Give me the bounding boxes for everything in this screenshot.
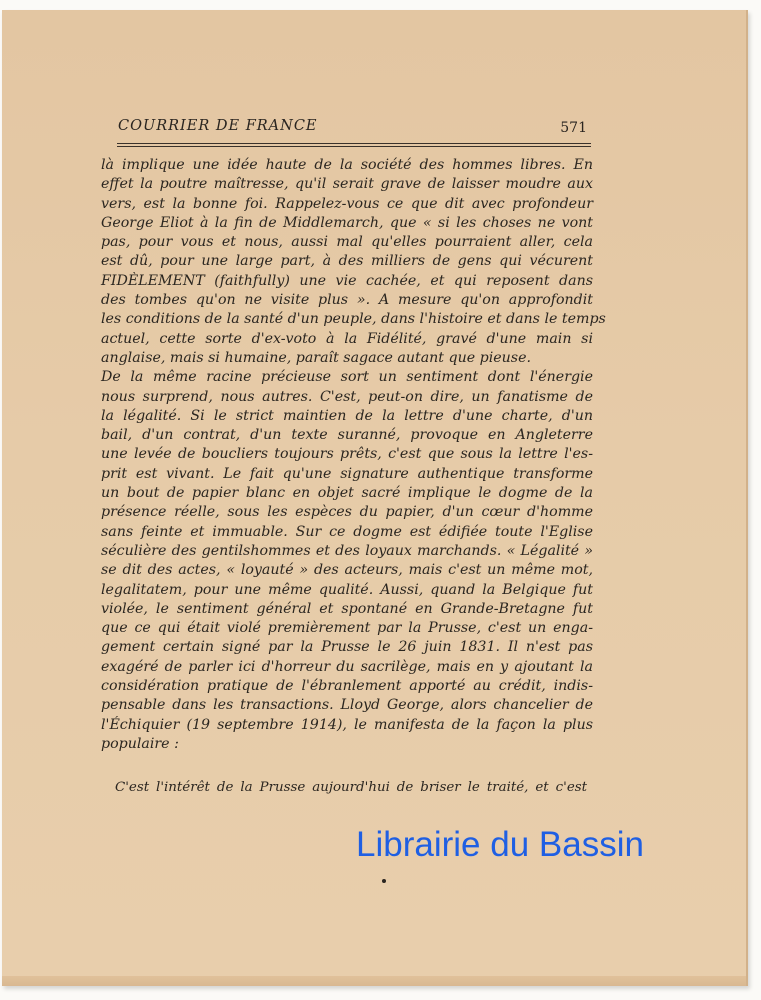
text-line: se dit des actes, « loyauté » des acteurs, mais c'est un même mot, bbox=[101, 562, 593, 579]
text-line: anglaise, mais si humaine, paraît sagace autant que pieuse. bbox=[101, 349, 531, 366]
text-line: présence réelle, sous les espèces du papier, d'un cœur d'homme bbox=[101, 504, 593, 521]
text-line: vers, est la bonne foi. Rappelez-vous ce que dit avec profondeur bbox=[101, 195, 593, 212]
text-line: violée, le sentiment général et spontané en Grande-Bretagne fut bbox=[101, 600, 593, 617]
text-line: pas, pour vous et nous, aussi mal qu'elles pourraient aller, cela bbox=[101, 234, 593, 251]
header-rule-top bbox=[117, 143, 591, 144]
text-line: nous surprend, nous autres. C'est, peut-on dire, un fanatisme de bbox=[101, 388, 593, 405]
text-line: legalitatem, pour une même qualité. Aussi, quand la Belgique fut bbox=[101, 581, 593, 598]
text-line: actuel, cette sorte d'ex-voto à la Fidélité, gravé d'une main si bbox=[101, 330, 593, 347]
running-title: COURRIER DE FRANCE bbox=[118, 118, 318, 134]
text-line: prit est vivant. Le fait qu'une signature authentique transforme bbox=[101, 465, 593, 482]
text-line: bail, d'un contrat, d'un texte suranné, provoque en Angleterre bbox=[101, 427, 593, 444]
body-text bbox=[101, 156, 606, 754]
text-line: FIDÈLEMENT (faithfully) une vie cachée, et qui reposent dans bbox=[101, 272, 593, 289]
text-line: De la même racine précieuse sort un sentiment dont l'énergie bbox=[101, 369, 593, 386]
text-line: sans feinte et immuable. Sur ce dogme est édifiée toute l'Eglise bbox=[101, 523, 593, 540]
text-line: l'Échiquier (19 septembre 1914), le manifesta de la façon la plus bbox=[101, 716, 593, 733]
text-line: que ce qui était violé premièrement par la Prusse, c'est un enga- bbox=[101, 620, 593, 637]
bookseller-watermark: Librairie du Bassin bbox=[356, 825, 644, 864]
page-number: 571 bbox=[560, 120, 587, 136]
text-line: les conditions de la santé d'un peuple, dans l'histoire et dans le temps bbox=[101, 311, 606, 328]
text-line: la légalité. Si le strict maintien de la lettre d'une charte, d'un bbox=[101, 407, 593, 424]
ink-dot bbox=[382, 879, 386, 883]
page-edge bbox=[2, 976, 746, 986]
text-line: une levée de boucliers toujours prêts, c'est que sous la lettre l'es- bbox=[101, 446, 593, 463]
text-line: des tombes qu'on ne visite plus ». A mesure qu'on approfondit bbox=[101, 292, 593, 309]
page-header bbox=[115, 111, 593, 141]
quotation-line: C'est l'intérêt de la Prusse aujourd'hui de briser le traité, et c'est bbox=[115, 780, 587, 795]
text-line: est dû, pour une large part, à des milliers de gens qui vécurent bbox=[101, 253, 593, 270]
text-line: là implique une idée haute de la société des hommes libres. En bbox=[101, 157, 593, 173]
text-line: considération pratique de l'ébranlement apporté au crédit, indis- bbox=[101, 678, 593, 695]
text-line: séculière des gentilshommes et des loyaux marchands. « Légalité » bbox=[101, 542, 593, 559]
text-line: un bout de papier blanc en objet sacré implique le dogme de la bbox=[101, 485, 593, 502]
header-rule-bottom bbox=[117, 146, 591, 147]
text-line: pensable dans les transactions. Lloyd George, alors chancelier de bbox=[101, 697, 593, 714]
text-line: exagéré de parler ici d'horreur du sacrilège, mais en y ajoutant la bbox=[101, 658, 593, 675]
text-line: effet la poutre maîtresse, qu'il serait grave de laisser moudre aux bbox=[101, 176, 593, 193]
text-line: gement certain signé par la Prusse le 26 juin 1831. Il n'est pas bbox=[101, 639, 593, 656]
text-line: populaire : bbox=[101, 735, 179, 752]
text-line: George Eliot à la fin de Middlemarch, que « si les choses ne vont bbox=[101, 214, 593, 231]
